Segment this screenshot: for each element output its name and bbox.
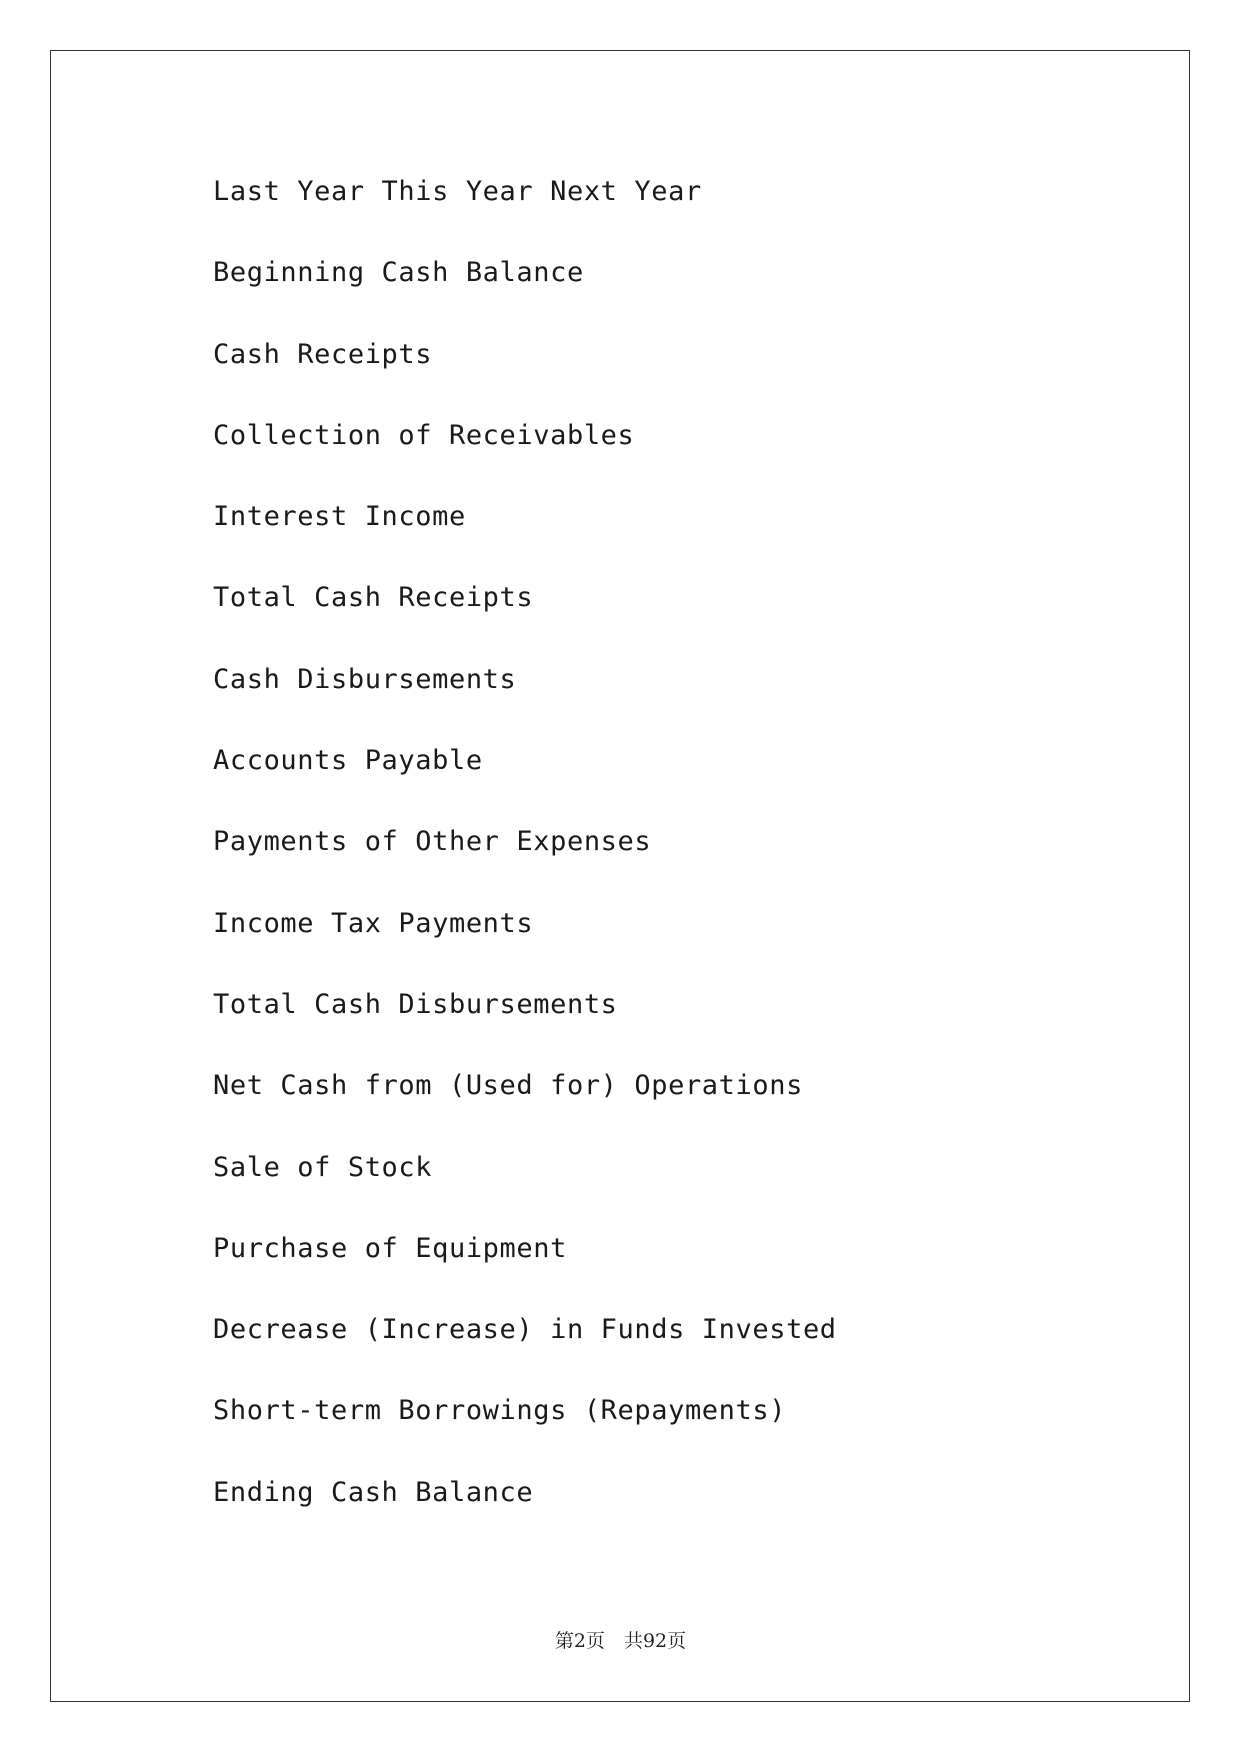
text-line: Collection of Receivables: [213, 419, 635, 451]
text-line: Accounts Payable: [213, 745, 483, 777]
text-line: Cash Receipts: [213, 338, 433, 370]
text-line: Purchase of Equipment: [213, 1232, 567, 1264]
text-line: Interest Income: [213, 501, 466, 533]
column-header-line: Last Year This Year Next Year: [213, 176, 702, 207]
text-line: Beginning Cash Balance: [213, 257, 584, 289]
document-body: [213, 170, 837, 1552]
text-line: Decrease (Increase) in Funds Invested: [213, 1314, 837, 1346]
text-line: Net Cash from (Used for) Operations: [213, 1070, 803, 1102]
text-line: Payments of Other Expenses: [213, 826, 652, 858]
text-line: Sale of Stock: [213, 1151, 433, 1183]
text-line: Ending Cash Balance: [213, 1476, 534, 1508]
text-line: Income Tax Payments: [213, 907, 534, 939]
text-line: Cash Disbursements: [213, 663, 517, 695]
text-line: Total Cash Disbursements: [213, 988, 618, 1020]
text-line: Total Cash Receipts: [213, 582, 534, 614]
page-number-footer: 第2页 共92页: [554, 1630, 687, 1652]
text-line: Short-term Borrowings (Repayments): [213, 1395, 787, 1427]
